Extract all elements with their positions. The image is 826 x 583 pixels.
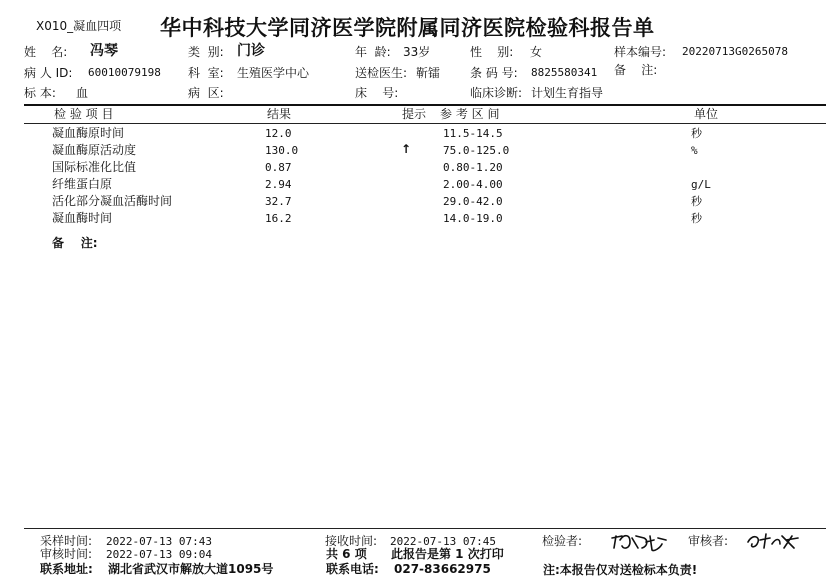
print-count: 此报告是第 1 次打印 <box>391 547 504 561</box>
patient-id-label: 病 人 ID: <box>24 66 73 80</box>
referring-doctor: 靳镭 <box>416 66 441 80</box>
review-time-label: 审核时间: <box>40 547 93 561</box>
patient-id: 60010079198 <box>88 66 161 79</box>
type-label: 类 别: <box>188 45 224 59</box>
reviewer-signature <box>744 530 800 552</box>
row-flag-high: ↑ <box>401 142 412 156</box>
row-result: 0.87 <box>265 161 292 174</box>
note-label: 备 注: <box>52 236 98 250</box>
header-item: 检 验 项 目 <box>54 107 114 121</box>
row-item: 凝血酶时间 <box>52 211 113 225</box>
ward-label: 病 区: <box>188 86 224 100</box>
bed-label: 床 号: <box>355 86 399 100</box>
report-code: X010_凝血四项 <box>36 19 122 33</box>
header-result: 结果 <box>267 107 292 121</box>
row-unit: g/L <box>691 178 711 191</box>
row-result: 32.7 <box>265 195 292 208</box>
specimen-type: 血 <box>76 86 89 100</box>
patient-age: 33岁 <box>403 45 431 59</box>
row-range: 75.0-125.0 <box>443 144 510 157</box>
clinical-diagnosis: 计划生育指导 <box>531 86 604 100</box>
disclaimer: 注:本报告仅对送检标本负责! <box>543 563 698 577</box>
header-flag: 提示 <box>402 107 427 121</box>
row-item: 活化部分凝血活酶时间 <box>52 194 173 208</box>
tester-signature <box>608 530 668 552</box>
department: 生殖医学中心 <box>237 66 310 80</box>
sample-number: 20220713G0265078 <box>682 45 788 58</box>
row-item: 国际标准化比值 <box>52 160 137 174</box>
row-range: 2.00-4.00 <box>443 178 503 191</box>
tester-label: 检验者: <box>542 534 583 548</box>
doctor-label: 送检医生: <box>355 66 408 80</box>
age-label: 年 龄: <box>355 45 391 59</box>
patient-sex: 女 <box>530 45 543 59</box>
report-title: 华中科技大学同济医学院附属同济医院检验科报告单 <box>160 16 655 40</box>
table-top-rule <box>24 104 826 106</box>
phone-label: 联系电话: <box>326 562 379 576</box>
barcode-label: 条 码 号: <box>470 66 518 80</box>
sample-no-label: 样本编号: <box>614 45 667 59</box>
row-item: 凝血酶原活动度 <box>52 143 137 157</box>
sample-time-label: 采样时间: <box>40 534 93 548</box>
phone: 027-83662975 <box>394 562 491 576</box>
table-header-rule <box>24 123 826 124</box>
header-range: 参 考 区 间 <box>440 107 500 121</box>
specimen-label: 标 本: <box>24 86 56 100</box>
barcode-number: 8825580341 <box>531 66 598 79</box>
row-unit: % <box>691 144 698 157</box>
patient-name: 冯琴 <box>90 43 118 59</box>
address: 湖北省武汉市解放大道1095号 <box>108 562 274 576</box>
diagnosis-label: 临床诊断: <box>470 86 523 100</box>
address-label: 联系地址: <box>40 562 93 576</box>
row-result: 12.0 <box>265 127 292 140</box>
row-unit: 秒 <box>691 212 702 225</box>
receive-time: 2022-07-13 07:45 <box>390 535 496 548</box>
row-range: 29.0-42.0 <box>443 195 503 208</box>
sample-time: 2022-07-13 07:43 <box>106 535 212 548</box>
row-result: 16.2 <box>265 212 292 225</box>
row-unit: 秒 <box>691 195 702 208</box>
remark-label: 备 注: <box>614 63 658 77</box>
header-unit: 单位 <box>694 107 719 121</box>
name-label: 姓 名: <box>24 45 68 59</box>
row-range: 0.80-1.20 <box>443 161 503 174</box>
row-unit: 秒 <box>691 127 702 140</box>
sex-label: 性 别: <box>470 45 514 59</box>
reviewer-label: 审核者: <box>688 534 729 548</box>
footer-top-rule <box>24 528 826 529</box>
row-result: 2.94 <box>265 178 292 191</box>
row-result: 130.0 <box>265 144 299 157</box>
row-range: 14.0-19.0 <box>443 212 503 225</box>
review-time: 2022-07-13 09:04 <box>106 548 212 561</box>
row-item: 纤维蛋白原 <box>52 177 113 191</box>
total-items: 共 6 项 <box>326 547 367 561</box>
row-item: 凝血酶原时间 <box>52 126 125 140</box>
visit-type: 门诊 <box>237 43 265 59</box>
dept-label: 科 室: <box>188 66 224 80</box>
row-range: 11.5-14.5 <box>443 127 503 140</box>
receive-time-label: 接收时间: <box>325 534 378 548</box>
